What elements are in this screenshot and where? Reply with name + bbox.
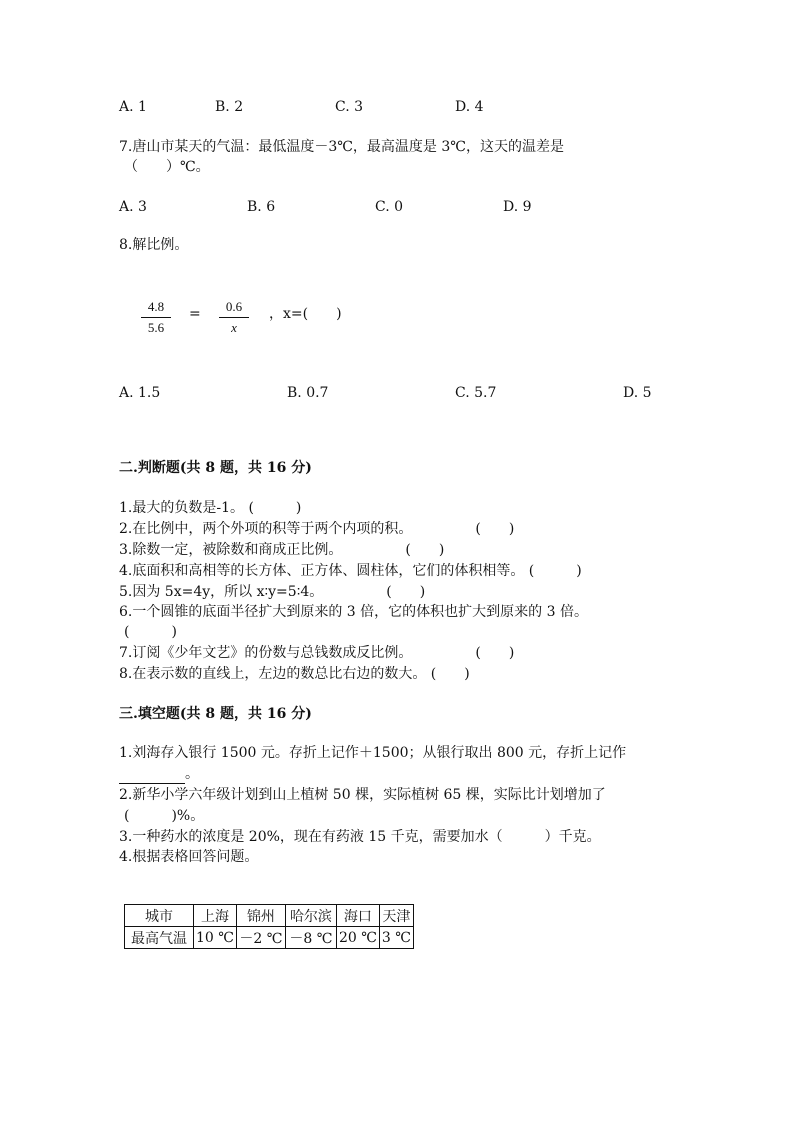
q7-option-a: A. 3 (119, 199, 147, 215)
section3-title: 三.填空题(共 8 题，共 16 分) (119, 706, 312, 722)
q8-option-b: B. 0.7 (287, 385, 329, 401)
q8-option-a: A. 1.5 (119, 385, 161, 401)
q8-fraction-left (141, 299, 171, 336)
q8-stem: 8.解比例。 (119, 237, 189, 253)
fill-q1-line2 (119, 764, 199, 784)
q7-option-d: D. 9 (503, 199, 532, 215)
judge-item-4: 4.底面积和高相等的长方体、正方体、圆柱体，它们的体积相等。 ( ) (119, 563, 582, 579)
temperature-table (124, 904, 414, 949)
judge-item-3: 3.除数一定，被除数和商成正比例。 ( ) (119, 542, 445, 558)
table-cell: 3 ℃ (379, 927, 413, 949)
judge-item-2: 2.在比例中，两个外项的积等于两个内项的积。 ( ) (119, 521, 515, 537)
fill-q4: 4.根据表格回答问题。 (119, 849, 259, 865)
table-header-cell: 城市 (125, 905, 194, 927)
q8-fraction-right-denominator: x (231, 320, 237, 335)
judge-item-8: 8.在表示数的直线上，左边的数总比右边的数大。 ( ) (119, 666, 470, 682)
q7-stem-line2: （ ）℃。 (124, 159, 210, 175)
table-row (125, 927, 414, 949)
fill-q2-line2: ( )%。 (124, 808, 205, 824)
q8-option-d: D. 5 (623, 385, 652, 401)
table-cell: －8 ℃ (285, 927, 336, 949)
table-cell: 20 ℃ (336, 927, 379, 949)
q8-option-c: C. 5.7 (455, 385, 497, 401)
table-header-cell: 天津 (379, 905, 413, 927)
table-header-cell: 锦州 (236, 905, 285, 927)
judge-item-6: 6.一个圆锥的底面半径扩大到原来的 3 倍，它的体积也扩大到原来的 3 倍。 (119, 604, 588, 620)
table-cell: 10 ℃ (194, 927, 237, 949)
q8-fraction-right-numerator: 0.6 (225, 299, 243, 314)
fraction-bar (219, 317, 249, 318)
q7-stem-line1: 7.唐山市某天的气温：最低温度－3℃，最高温度是 3℃，这天的温差是 (119, 139, 564, 155)
q8-equals-sign: = (189, 306, 201, 322)
table-cell: －2 ℃ (236, 927, 285, 949)
section2-title: 二.判断题(共 8 题，共 16 分) (119, 460, 312, 476)
q8-fraction-left-numerator: 4.8 (147, 299, 165, 314)
fill-q2-line1: 2.新华小学六年级计划到山上植树 50 棵，实际植树 65 棵，实际比计划增加了 (119, 787, 606, 803)
q6-option-d: D. 4 (455, 99, 484, 115)
answer-blank[interactable] (119, 769, 185, 784)
table-cell: 最高气温 (125, 927, 194, 949)
fraction-bar (141, 317, 171, 318)
q7-option-b: B. 6 (247, 199, 276, 215)
q8-fraction-left-denominator: 5.6 (147, 320, 165, 335)
table-header-cell: 海口 (336, 905, 379, 927)
q6-option-a: A. 1 (119, 99, 147, 115)
judge-item-5: 5.因为 5x=4y，所以 x∶y=5∶4。 ( ) (119, 584, 426, 600)
table-header-cell: 哈尔滨 (285, 905, 336, 927)
judge-item-6-answer: ( ) (124, 624, 177, 640)
fill-q1-period: 。 (185, 766, 199, 782)
q7-option-c: C. 0 (375, 199, 404, 215)
q6-option-c: C. 3 (335, 99, 364, 115)
table-header-cell: 上海 (194, 905, 237, 927)
judge-item-7: 7.订阅《少年文艺》的份数与总钱数成反比例。 ( ) (119, 645, 515, 661)
judge-item-1: 1.最大的负数是-1。 ( ) (119, 500, 302, 516)
q8-answer-prompt: ，x=( ) (269, 306, 342, 322)
q8-fraction-right (219, 299, 249, 336)
fill-q3: 3.一种药水的浓度是 20%，现在有药液 15 千克，需要加水（ ）千克。 (119, 829, 601, 845)
table-header-row (125, 905, 414, 927)
fill-q1-line1: 1.刘海存入银行 1500 元。存折上记作＋1500；从银行取出 800 元，存折上记作 (119, 745, 627, 761)
q6-option-b: B. 2 (215, 99, 244, 115)
